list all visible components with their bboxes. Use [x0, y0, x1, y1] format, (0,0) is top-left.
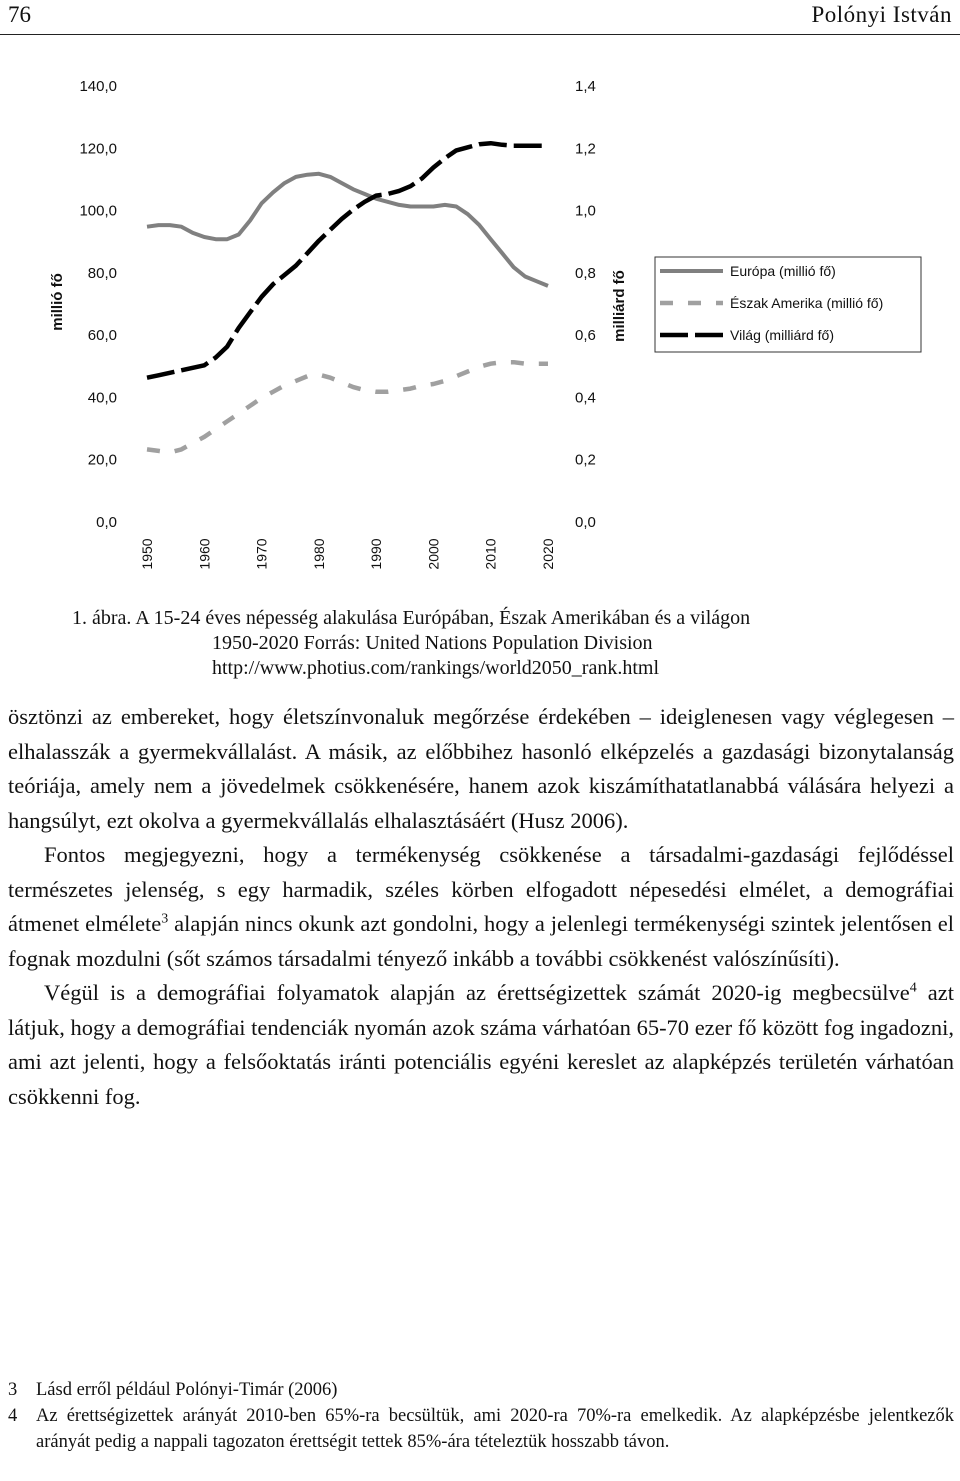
- left-tick-label: 20,0: [87, 451, 117, 469]
- caption-source: 1950-2020 Forrás: United Nations Population Division: [212, 632, 653, 654]
- left-axis-ticks: [79, 78, 117, 531]
- paragraph-3-text-a: Végül is a demográfiai folyamatok alapján az érettségizettek számát 2020-ig megbecsülve: [44, 980, 910, 1005]
- right-tick-label: 0,0: [575, 514, 596, 531]
- legend-label: Világ (milliárd fő): [730, 327, 834, 343]
- right-tick-label: 1,2: [575, 140, 596, 158]
- page-number: 76: [8, 2, 31, 27]
- paragraph-3: [8, 976, 954, 1114]
- right-tick-label: 0,8: [575, 264, 596, 282]
- x-tick-label: 1970: [253, 538, 270, 570]
- header-rule: [0, 34, 960, 35]
- footnote-text: Lásd erről például Polónyi-Timár (2006): [36, 1380, 338, 1400]
- paragraph-1: ösztönzi az embereket, hogy életszínvonaluk megőrzése érdekében – ideiglenesen vagy véglegesen – elhalasszák a gyermekvállalást. A másik, az előbbihez hasonló elképzelés a gazdasági bizonytalanság teóriája, amely nem a jövedelmek csökkenésére, hanem azok kiszámíthatatlanabbá válására helyezi a hangsúlyt, ezt okolva a gyermekvállalás elhalasztásáért (Husz 2006).: [8, 704, 954, 833]
- footnote-4: [8, 1403, 954, 1455]
- x-axis-ticks: [139, 538, 556, 569]
- left-tick-label: 0,0: [96, 514, 117, 531]
- x-tick-label: 1980: [310, 538, 327, 570]
- x-tick-label: 2020: [540, 538, 556, 570]
- left-tick-label: 120,0: [79, 140, 117, 158]
- x-tick-label: 2000: [425, 538, 442, 570]
- series-line-3: [147, 143, 548, 378]
- left-tick-label: 60,0: [87, 327, 117, 345]
- left-tick-label: 40,0: [87, 389, 117, 407]
- right-axis-label: milliárd fő: [611, 270, 628, 342]
- caption-label: 1. ábra.: [72, 607, 132, 629]
- footnote-ref-4[interactable]: 4: [909, 980, 917, 996]
- chart-legend: [655, 257, 921, 352]
- x-tick-label: 1990: [368, 538, 385, 570]
- left-tick-label: 140,0: [79, 78, 117, 95]
- right-tick-label: 1,4: [575, 78, 596, 95]
- footnote-number: 4: [8, 1406, 18, 1426]
- right-axis-ticks: [575, 78, 596, 531]
- left-axis-label: millió fő: [49, 273, 66, 331]
- right-tick-label: 0,6: [575, 327, 596, 345]
- caption-text: A 15-24 éves népesség alakulása Európában, Észak Amerikában és a világon: [135, 607, 751, 629]
- legend-label: Észak Amerika (millió fő): [730, 295, 884, 311]
- x-tick-label: 1960: [196, 538, 213, 570]
- figure-caption: [72, 606, 912, 681]
- right-tick-label: 1,0: [575, 202, 596, 220]
- paragraph-2-text-a: Fontos megjegyezni, hogy a termékenység csökkenése a társadalmi-gazdasági fejlődéssel természetes jelenség, s egy harmadik, széles körben elfogadott népesedési elmélet, a demográfiai átmenet elmélete: [8, 842, 954, 936]
- series-line-2: [147, 362, 548, 452]
- x-tick-label: 2010: [482, 538, 499, 570]
- left-tick-label: 80,0: [87, 264, 117, 282]
- population-line-chart: [0, 40, 960, 600]
- x-tick-label: 1950: [139, 538, 155, 570]
- footnote-3: [8, 1377, 954, 1403]
- series-layer: [147, 143, 548, 452]
- paragraph-3-text-b: azt látjuk, hogy a demográfiai tendenciák nyomán azok száma várhatóan 65-70 ezer fő között fog ingadozni, ami azt jelenti, hogy a felsőoktatás iránti potenciális egyéni kereslet az alapképzés területén várhatóan csökkenni fog.: [8, 980, 954, 1109]
- footnotes: [8, 1377, 954, 1455]
- body-text: [8, 700, 954, 1114]
- footnote-text: Az érettségizettek arányát 2010-ben 65%-ra becsültük, ami 2020-ra 70%-ra emelkedik. Az alapképzésbe jelentkezők arányát pedig a nappali tagozaton érettségit tettek 85%-ára tételeztük hosszabb távon.: [36, 1406, 954, 1452]
- running-head-author: Polónyi István: [811, 2, 952, 27]
- footnote-number: 3: [8, 1380, 18, 1400]
- legend-label: Európa (millió fő): [730, 263, 836, 279]
- series-line-1: [147, 174, 548, 286]
- caption-url: http://www.photius.com/rankings/world2050_rank.html: [212, 657, 660, 679]
- paragraph-2-text-b: alapján nincs okunk azt gondolni, hogy a jelenlegi termékenységi szintek jelentősen el fognak mozdulni (sőt számos társadalmi tényező inkább a további csökkenést valószínűsíti).: [8, 911, 954, 971]
- left-tick-label: 100,0: [79, 202, 117, 220]
- right-tick-label: 0,4: [575, 389, 596, 407]
- right-tick-label: 0,2: [575, 451, 596, 469]
- paragraph-2: [8, 838, 954, 976]
- footnote-ref-3[interactable]: 3: [161, 911, 169, 927]
